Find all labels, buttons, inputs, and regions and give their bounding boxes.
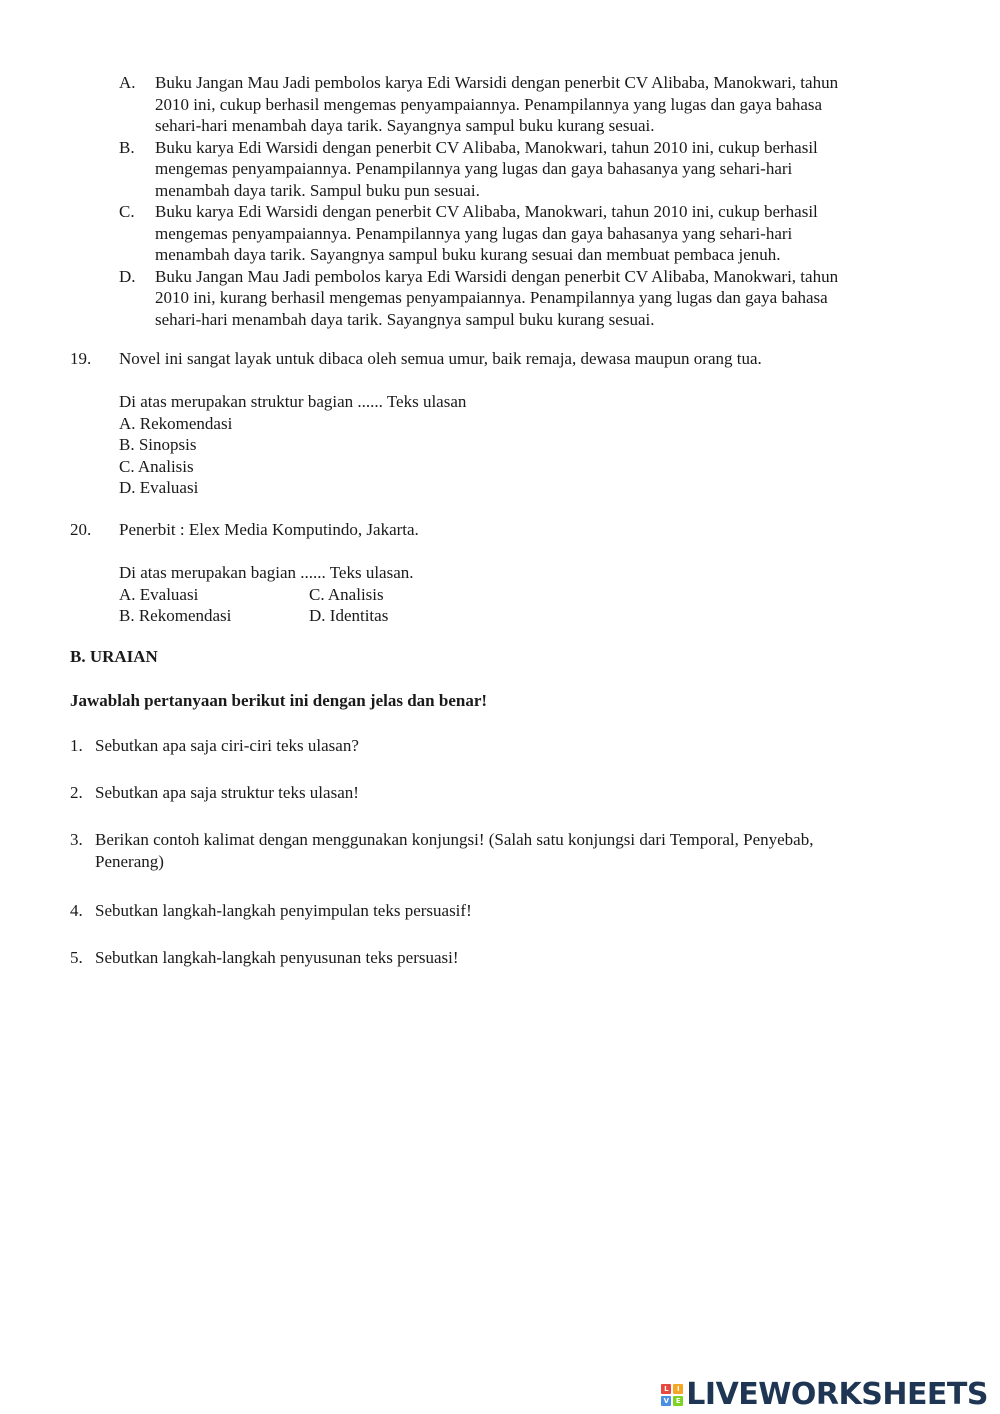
question-20	[70, 519, 930, 627]
essay-question-4	[70, 900, 910, 922]
logo-tile: L	[661, 1384, 671, 1394]
essay-question-3	[70, 829, 910, 872]
q20-option-d[interactable]: D. Identitas	[309, 606, 389, 625]
logo-tile: E	[673, 1396, 683, 1406]
section-title: B. URAIAN	[70, 647, 158, 666]
option-line: sehari-hari menambah daya tarik. Sayangnya sampul buku kurang sesuai.	[155, 309, 655, 329]
essay-number: 2.	[70, 783, 83, 802]
essay-number: 4.	[70, 901, 83, 920]
option-line: mengemas penyampaiannya. Penampilannya yang lugas dan gaya bahasanya yang sehari-hari	[155, 159, 793, 178]
q20-option-c[interactable]: C. Analisis	[309, 584, 384, 604]
essay-number: 3.	[70, 830, 83, 849]
essay-text: Sebutkan langkah-langkah penyimpulan teks persuasif!	[95, 901, 472, 920]
q20-option-b[interactable]: B. Rekomendasi	[119, 606, 232, 625]
q18-option-a[interactable]	[119, 72, 919, 137]
logo-icon	[661, 1384, 683, 1406]
option-letter: A.	[119, 73, 136, 92]
essay-question-1	[70, 735, 910, 757]
option-letter: D.	[119, 266, 136, 286]
question-stem: Novel ini sangat layak untuk dibaca oleh semua umur, baik remaja, dewasa maupun orang tua.	[119, 349, 762, 368]
option-line: Buku karya Edi Warsidi dengan penerbit CV Alibaba, Manokwari, tahun 2010 ini, cukup berhasil	[155, 202, 818, 221]
question-19	[70, 348, 930, 499]
question-number: 19.	[70, 349, 92, 368]
essay-text: Penerang)	[95, 851, 164, 871]
liveworksheets-logo	[661, 1377, 988, 1413]
q18-option-c[interactable]	[119, 201, 919, 266]
section-instruction: Jawablah pertanyaan berikut ini dengan jelas dan benar!	[70, 691, 488, 710]
option-line: Buku karya Edi Warsidi dengan penerbit CV Alibaba, Manokwari, tahun 2010 ini, cukup berhasil	[155, 137, 818, 157]
q19-option-a[interactable]: A. Rekomendasi	[119, 413, 233, 433]
option-line: 2010 ini, kurang berhasil mengemas penyampaiannya. Penampilannya yang lugas dan gaya bahasa	[155, 288, 828, 307]
option-line: Buku Jangan Mau Jadi pembolos karya Edi Warsidi dengan penerbit CV Alibaba, Manokwari, tahun	[155, 266, 839, 286]
logo-tile: I	[673, 1384, 683, 1394]
option-line: Buku Jangan Mau Jadi pembolos karya Edi Warsidi dengan penerbit CV Alibaba, Manokwari, tahun	[155, 73, 839, 92]
question-stem: Penerbit : Elex Media Komputindo, Jakarta.	[119, 520, 419, 539]
q18-option-d[interactable]	[119, 266, 919, 331]
option-line: sehari-hari menambah daya tarik. Sayangnya sampul buku kurang sesuai.	[155, 116, 655, 135]
question-prompt: Di atas merupakan struktur bagian ...... Teks ulasan	[119, 392, 467, 411]
q19-option-c[interactable]: C. Analisis	[119, 456, 194, 476]
question-prompt: Di atas merupakan bagian ...... Teks ulasan.	[119, 563, 414, 582]
essay-number: 1.	[70, 736, 83, 755]
option-letter: B.	[119, 137, 135, 157]
essay-text: Sebutkan langkah-langkah penyusunan teks persuasi!	[95, 948, 459, 967]
q18-options	[119, 72, 919, 330]
option-letter: C.	[119, 202, 135, 221]
essay-text: Sebutkan apa saja ciri-ciri teks ulasan?	[95, 736, 359, 755]
q19-option-d[interactable]: D. Evaluasi	[119, 478, 199, 497]
q18-option-b[interactable]	[119, 137, 919, 202]
option-line: menambah daya tarik. Sampul buku pun sesuai.	[155, 180, 480, 200]
essay-question-5	[70, 947, 910, 969]
essay-text: Berikan contoh kalimat dengan menggunakan konjungsi! (Salah satu konjungsi dari Temporal, Penyebab,	[95, 830, 814, 849]
q19-option-b[interactable]: B. Sinopsis	[119, 435, 197, 454]
option-line: 2010 ini, cukup berhasil mengemas penyampaiannya. Penampilannya yang lugas dan gaya bahasa	[155, 94, 823, 114]
logo-tile: V	[661, 1396, 671, 1406]
option-line: menambah daya tarik. Sayangnya sampul buku kurang sesuai dan membuat pembaca jenuh.	[155, 245, 781, 264]
essay-number: 5.	[70, 948, 83, 967]
brand-name: LIVEWORKSHEETS	[686, 1377, 988, 1413]
option-line: mengemas penyampaiannya. Penampilannya yang lugas dan gaya bahasanya yang sehari-hari	[155, 223, 793, 243]
q20-option-a[interactable]: A. Evaluasi	[119, 584, 199, 604]
question-number: 20.	[70, 520, 92, 539]
essay-text: Sebutkan apa saja struktur teks ulasan!	[95, 783, 359, 802]
essay-question-2	[70, 782, 910, 804]
